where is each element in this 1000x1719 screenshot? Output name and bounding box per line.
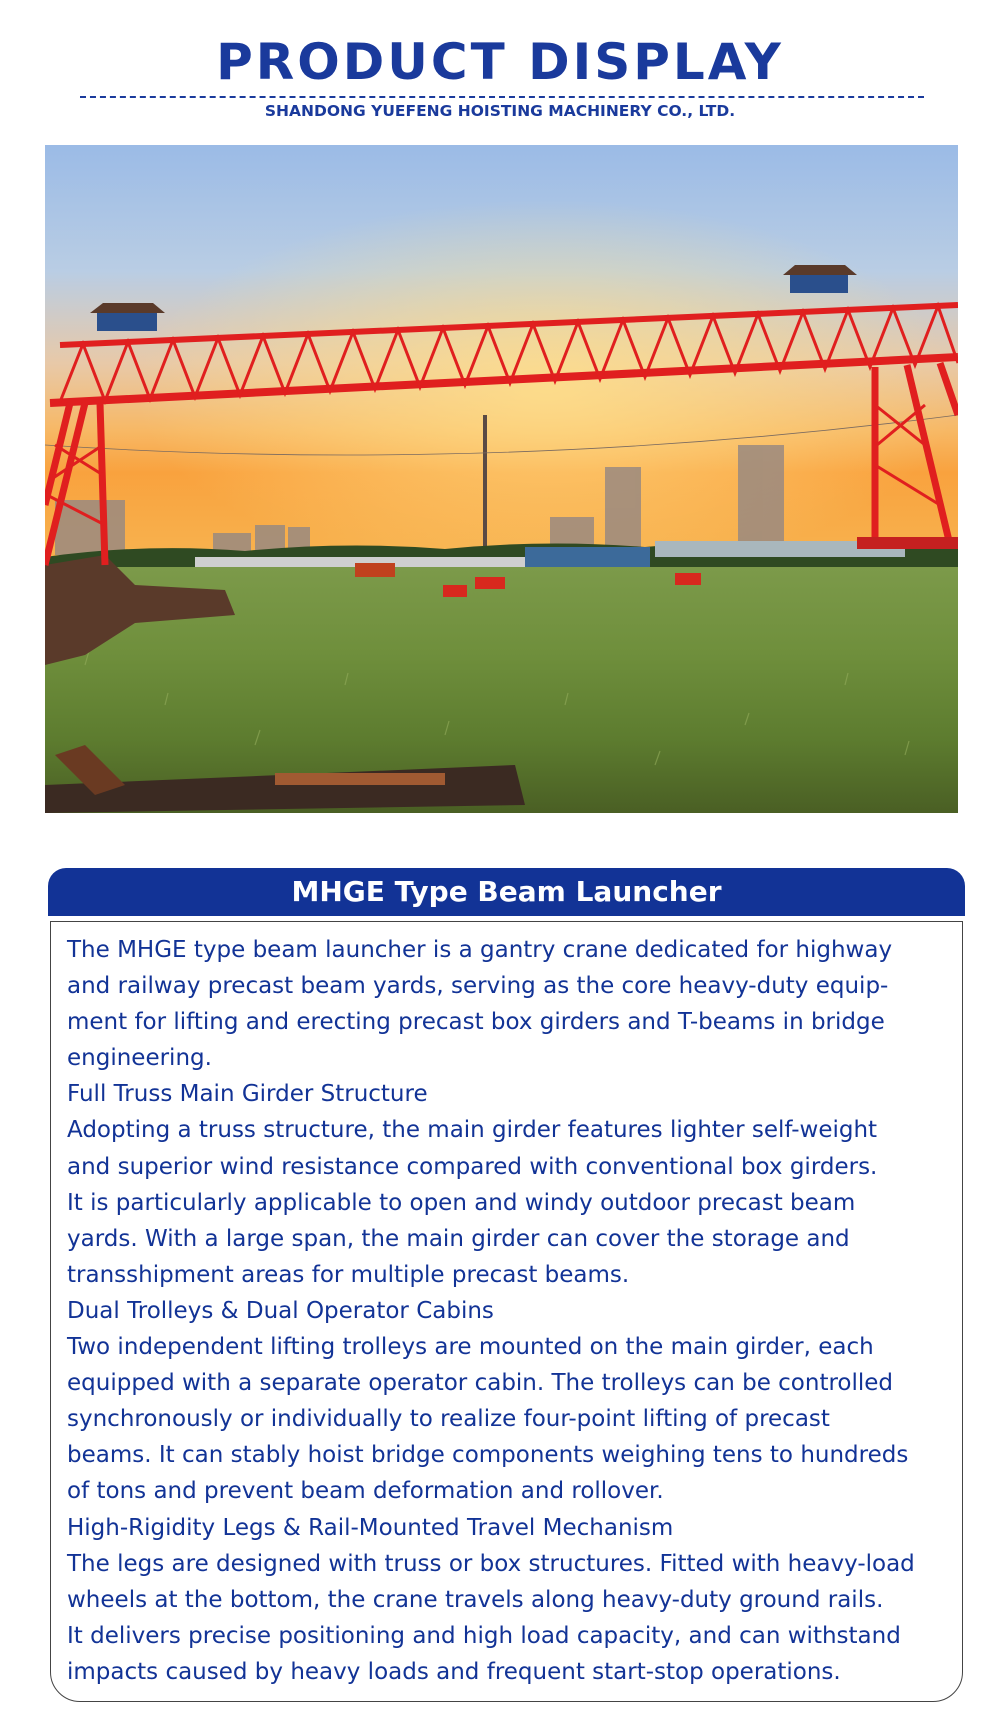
company-name: SHANDONG YUEFENG HOISTING MACHINERY CO., LTD. bbox=[264, 102, 736, 120]
section-line: synchronously or individually to realize four-point lifting of precast bbox=[67, 1406, 830, 1433]
product-description bbox=[50, 921, 963, 1702]
section-line: wheels at the bottom, the crane travels along heavy-duty ground rails. bbox=[67, 1586, 884, 1613]
section-line: The legs are designed with truss or box structures. Fitted with heavy-load bbox=[67, 1550, 915, 1577]
dashed-divider bbox=[80, 96, 924, 98]
product-photo bbox=[45, 145, 958, 813]
section-line: impacts caused by heavy loads and frequent start-stop operations. bbox=[67, 1658, 841, 1685]
section-line: beams. It can stably hoist bridge components weighing tens to hundreds bbox=[67, 1442, 909, 1469]
section-line: yards. With a large span, the main girder can cover the storage and bbox=[67, 1225, 850, 1252]
section-line: Adopting a truss structure, the main girder features lighter self-weight bbox=[67, 1117, 878, 1144]
section-line: transshipment areas for multiple precast beams. bbox=[67, 1261, 630, 1288]
page-header bbox=[0, 32, 1000, 92]
product-name-banner: MHGE Type Beam Launcher bbox=[48, 868, 965, 916]
section-line: It delivers precise positioning and high load capacity, and can withstand bbox=[67, 1622, 901, 1649]
section-heading: Dual Trolleys & Dual Operator Cabins bbox=[67, 1297, 494, 1324]
section-line: equipped with a separate operator cabin. The trolleys can be controlled bbox=[67, 1370, 894, 1397]
section-line: and superior wind resistance compared with conventional box girders. bbox=[67, 1153, 878, 1180]
section-line: It is particularly applicable to open and windy outdoor precast beam bbox=[67, 1189, 856, 1216]
section-line: of tons and prevent beam deformation and rollover. bbox=[67, 1478, 664, 1505]
page-title: PRODUCT DISPLAY bbox=[216, 33, 784, 91]
intro-line: and railway precast beam yards, serving as the core heavy-duty equip- bbox=[67, 973, 889, 1000]
intro-line: engineering. bbox=[67, 1045, 212, 1072]
intro-line: The MHGE type beam launcher is a gantry crane dedicated for highway bbox=[67, 937, 893, 963]
section-heading: High-Rigidity Legs & Rail-Mounted Travel Mechanism bbox=[67, 1514, 674, 1541]
section-heading: Full Truss Main Girder Structure bbox=[67, 1081, 428, 1108]
intro-line: ment for lifting and erecting precast box girders and T-beams in bridge bbox=[67, 1009, 885, 1036]
section-line: Two independent lifting trolleys are mounted on the main girder, each bbox=[67, 1334, 874, 1361]
